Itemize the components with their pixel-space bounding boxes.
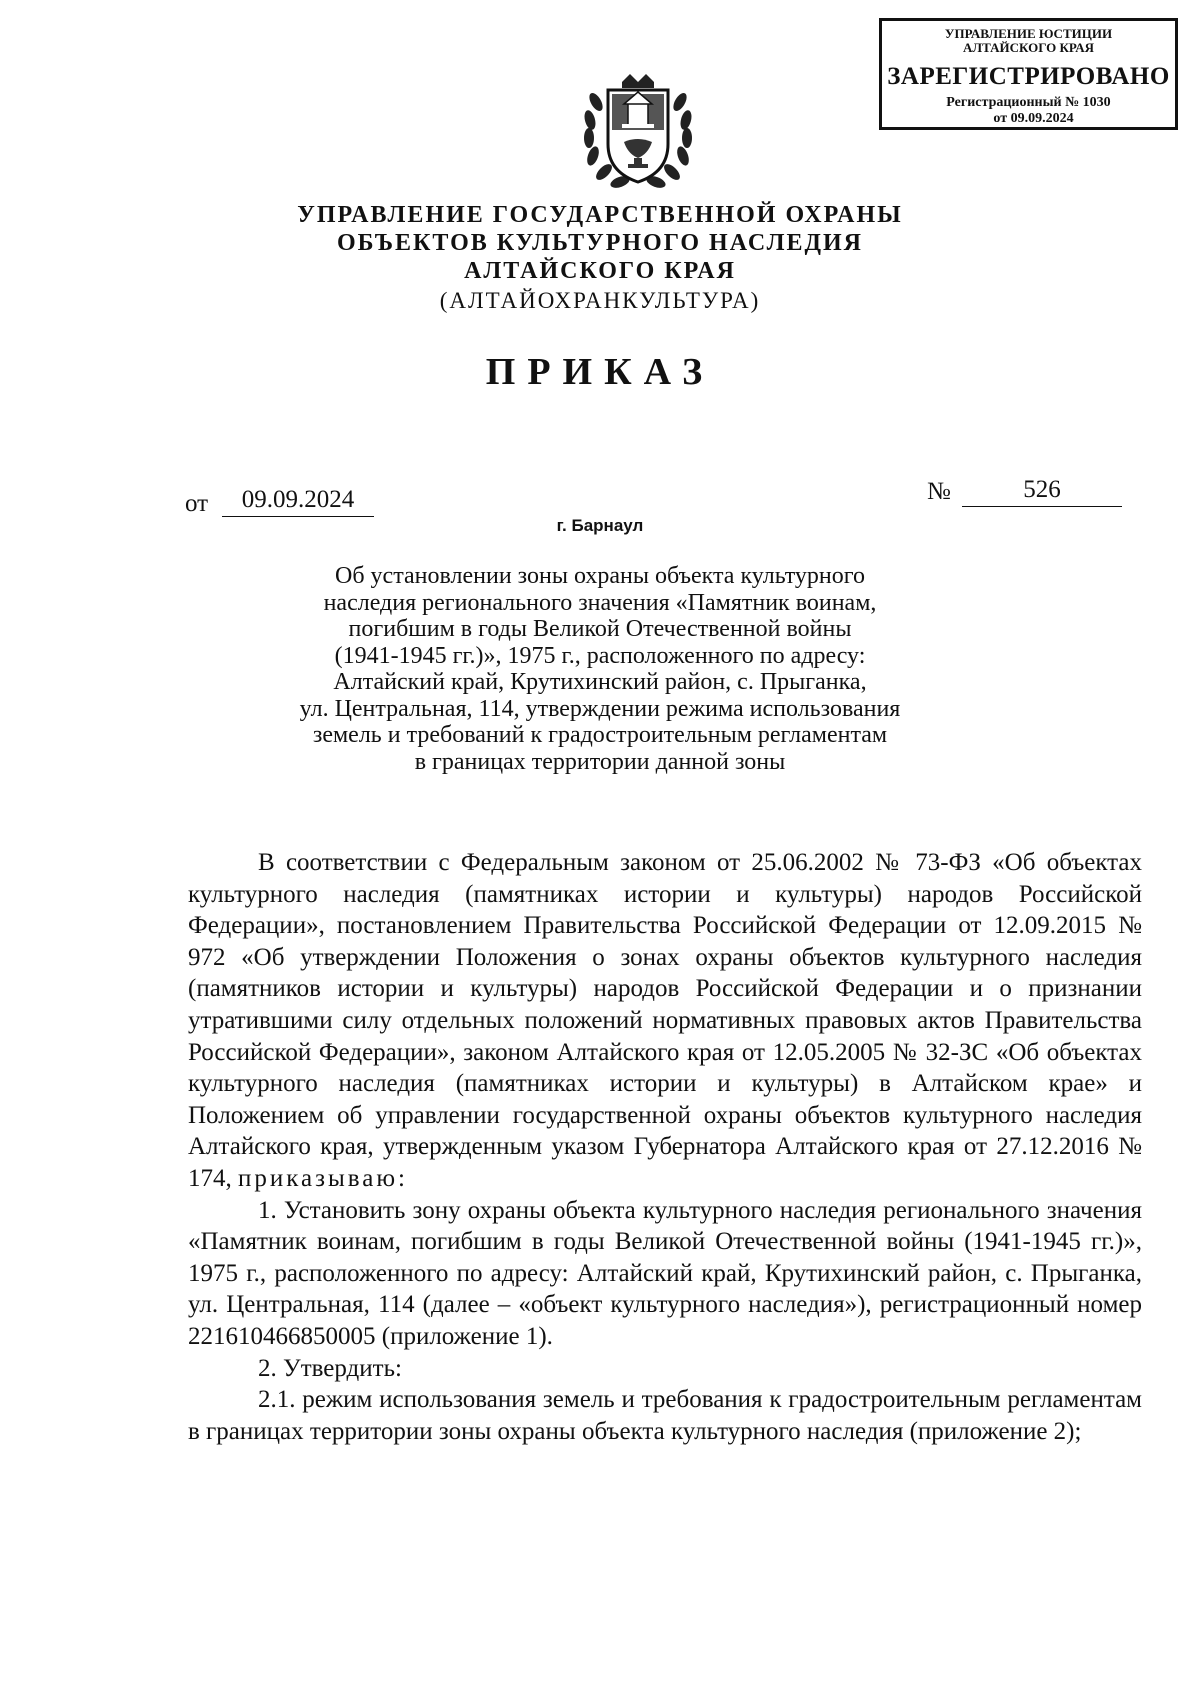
stamp-registration-date: от 09.09.2024 [993, 111, 1074, 126]
title-line: (1941-1945 гг.)», 1975 г., расположенного по адресу: [334, 642, 866, 669]
stamp-authority-line2: АЛТАЙСКОГО КРАЯ [963, 40, 1094, 55]
title-line: Об установлении зоны охраны объекта культурного [335, 563, 865, 589]
stamp-authority-line1: УПРАВЛЕНИЕ ЮСТИЦИИ [944, 26, 1113, 41]
city-name: г. Барнаул [556, 516, 644, 535]
title-line: ул. Центральная, 114, утверждении режима использования [299, 695, 901, 722]
item-1-paragraph: 1. Установить зону охраны объекта культурного наследия регионального значения «Памятник воинам, погибшим в годы Великой Отечественной войны (1941-1945 гг.)», 1975 г., расположенного по адресу: Алтайский край, Крутихинский район, с. Прыганка, ул. Центральная, 114 (далее – «объект культурного наследия»), регистрационный номер 221610466850005 (приложение 1). [188, 1196, 1142, 1350]
item-2-1-paragraph: 2.1. режим использования земель и требования к градостроительным регламентам в границах территории зоны охраны объекта культурного наследия (приложение 2); [188, 1386, 1142, 1445]
stamp-registration-number: Регистрационный № 1030 [946, 95, 1111, 110]
order-date: 09.09.2024 [222, 486, 374, 517]
document-type-title: ПРИКАЗ [485, 351, 715, 393]
preamble-text: В соответствии с Федеральным законом от 25.06.2002 № 73-ФЗ «Об объектах культурного наследия (памятниках истории и культуры) народов Российской Федерации», постановлением Правительства Российской Федерации от 12.09.2015 № 972 «Об утверждении Положения о зонах охраны объектов культурного наследия (памятников истории и культуры) народов Российской Федерации и о признании утратившими силу отдельных положений нормативных правовых актов Правительства Российской Федерации», законом Алтайского края от 12.05.2005 № 32-ЗС «Об объектах культурного наследия (памятниках истории и культуры) в Алтайском крае» и Положением об управлении государственной охраны объектов культурного наследия Алтайского края, утвержденным указом Губернатора Алтайского края от 27.12.2016 № 174, [188, 849, 1142, 1192]
order-word: приказываю: [238, 1164, 408, 1192]
organization-name-line1: УПРАВЛЕНИЕ ГОСУДАРСТВЕННОЙ ОХРАНЫ [297, 202, 903, 228]
date-prefix: от [185, 490, 209, 517]
order-title [260, 563, 940, 775]
item-2-paragraph: 2. Утвердить: [258, 1354, 402, 1382]
order-body [188, 847, 1142, 1447]
organization-name-line3: АЛТАЙСКОГО КРАЯ [464, 258, 736, 284]
preamble-paragraph [188, 847, 1142, 1195]
organization-name-line2: ОБЪЕКТОВ КУЛЬТУРНОГО НАСЛЕДИЯ [337, 230, 863, 256]
order-number: 526 [962, 476, 1122, 507]
altai-krai-coat-of-arms-icon [582, 72, 694, 194]
number-prefix: № [927, 478, 951, 505]
title-line: наследия регионального значения «Памятник воинам, [323, 589, 877, 616]
registration-stamp [879, 18, 1178, 130]
title-line: Алтайский край, Крутихинский район, с. Прыганка, [333, 669, 867, 695]
title-line: в границах территории данной зоны [414, 748, 786, 775]
stamp-status: ЗАРЕГИСТРИРОВАНО [887, 63, 1170, 90]
title-line: погибшим в годы Великой Отечественной войны [348, 616, 852, 642]
title-line: земель и требований к градостроительным регламентам [312, 722, 888, 748]
organization-short-name: (АЛТАЙОХРАНКУЛЬТУРА) [439, 288, 761, 313]
